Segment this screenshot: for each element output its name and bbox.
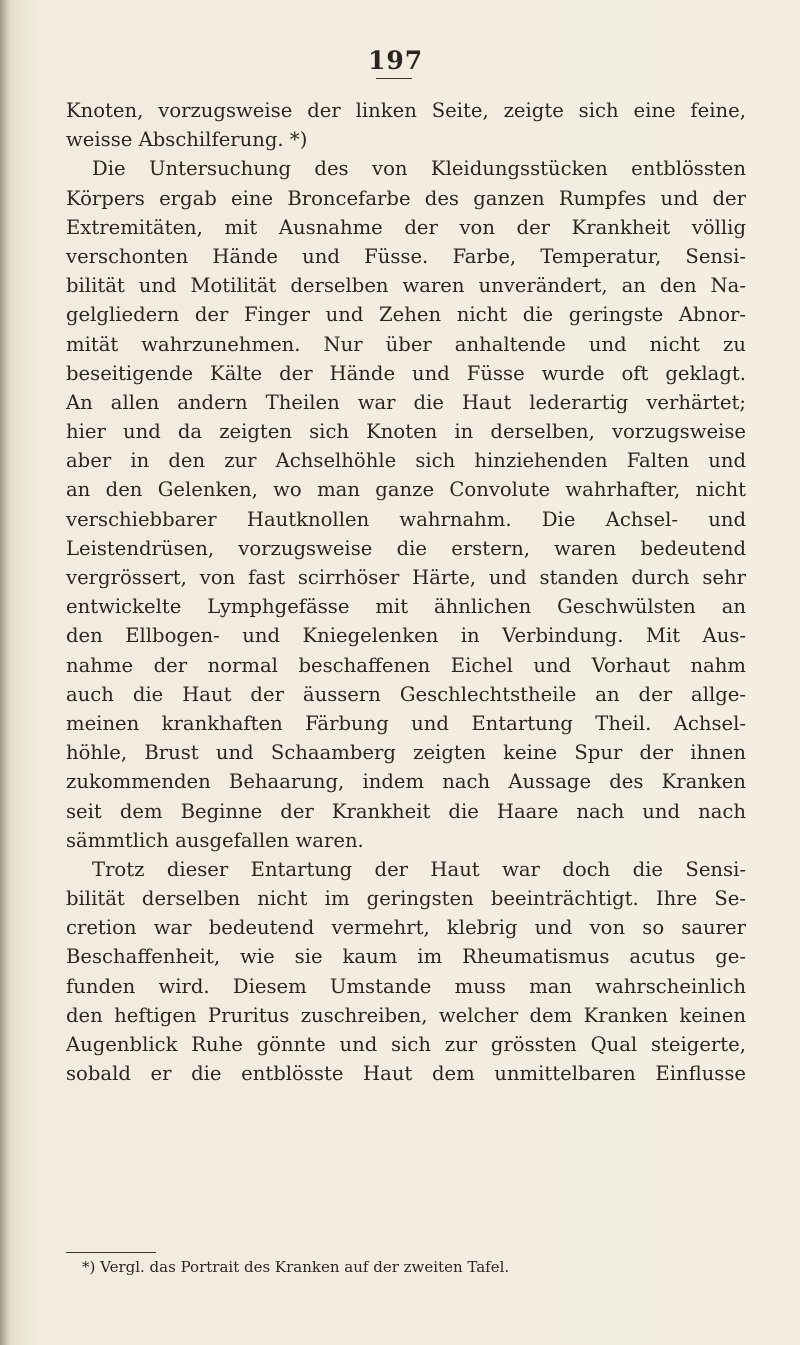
footnote: *) Vergl. das Portrait des Kranken auf der zweiten Tafel. [82,1258,510,1276]
text-line: den Ellbogen- und Kniegelenken in Verbindung. Mit Aus- [66,624,746,648]
text-line: auch die Haut der äussern Geschlechtstheile an der allge- [66,682,746,706]
text-line: bilität derselben nicht im geringsten beeinträchtigt. Ihre Se- [66,887,746,911]
text-line: Knoten, vorzugsweise der linken Seite, zeigte sich eine feine, [66,99,746,122]
text-line: verschiebbarer Hautknollen wahrnahm. Die Achsel- und [66,507,746,531]
text-line: aber in den zur Achselhöhle sich hinziehenden Falten und [66,449,746,473]
text-line: vergrössert, von fast scirrhöser Härte, und standen durch sehr [66,566,746,589]
text-line: entwickelte Lymphgefässe mit ähnlichen Geschwülsten an [66,595,746,619]
text-line: sämmtlich ausgefallen waren. [66,828,364,852]
body-text [66,96,746,1088]
text-line: beseitigende Kälte der Hände und Füsse wurde oft geklagt. [66,361,746,385]
text-line: verschonten Hände und Füsse. Farbe, Temperatur, Sensi- [66,244,746,268]
text-line: Augenblick Ruhe gönnte und sich zur grössten Qual steigerte, [66,1033,746,1056]
page-binding-edge [0,0,10,1345]
text-line: Trotz dieser Entartung der Haut war doch die Sensi- [92,857,746,881]
text-line: Die Untersuchung des von Kleidungsstücken entblössten [92,157,746,181]
text-line: an den Gelenken, wo man ganze Convolute wahrhafter, nicht [66,478,746,502]
text-line: cretion war bedeutend vermehrt, klebrig und von so saurer [66,916,746,940]
text-line: An allen andern Theilen war die Haut lederartig verhärtet; [66,390,746,414]
text-line: Beschaffenheit, wie sie kaum im Rheumatismus acutus ge- [66,945,746,969]
text-line: Leistendrüsen, vorzugsweise die erstern, waren bedeutend [66,536,746,560]
text-line: sobald er die entblösste Haut dem unmittelbaren Einflusse [66,1062,746,1086]
text-line: seit dem Beginne der Krankheit die Haare nach und nach [66,799,746,823]
footnote-rule [66,1252,156,1253]
text-line: funden wird. Diesem Umstande muss man wahrscheinlich [66,974,746,998]
text-line: nahme der normal beschaffenen Eichel und Vorhaut nahm [66,653,746,677]
text-line: zukommenden Behaarung, indem nach Aussage des Kranken [66,770,746,794]
page-number-underline [376,78,412,79]
text-line: höhle, Brust und Schaamberg zeigten keine Spur der ihnen [66,741,746,765]
text-line: den heftigen Pruritus zuschreiben, welcher dem Kranken keinen [66,1003,746,1027]
text-line: hier und da zeigten sich Knoten in derselben, vorzugsweise [66,420,746,444]
text-line: meinen krankhaften Färbung und Entartung Theil. Achsel- [66,711,746,735]
text-line: mität wahrzunehmen. Nur über anhaltende und nicht zu [66,332,746,356]
text-line: bilität und Motilität derselben waren unverändert, an den Na- [66,274,746,298]
text-line: Körpers ergab eine Broncefarbe des ganzen Rumpfes und der [66,186,746,210]
text-line: gelgliedern der Finger und Zehen nicht die geringste Abnor- [66,303,746,327]
text-line: Extremitäten, mit Ausnahme der von der Krankheit völlig [66,215,746,239]
page-number: 197 [368,46,424,75]
text-line: weisse Abschilferung. *) [66,128,308,152]
